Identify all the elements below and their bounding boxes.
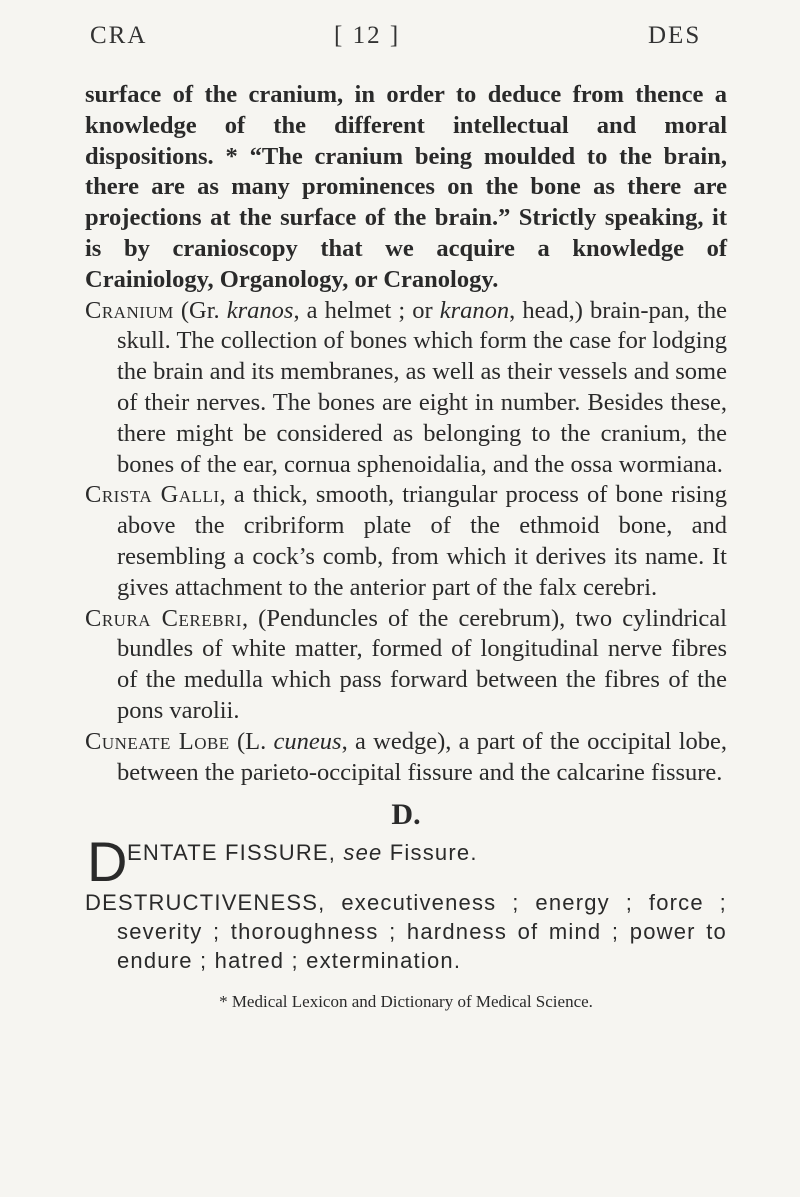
entry-dentate-fissure [85,830,727,894]
entry-cranium [85,296,727,481]
entry-destructiveness [85,888,727,975]
entry-definition: , executiveness ; energy ; force ; severity ; thoroughness ; hardness of mind ; power to endure ; hatred ; extermination. [117,890,727,974]
page-body [85,80,727,1018]
entry-definition: , head,) brain-pan, the skull. The collection of bones which form the case for lodging the brain and its membranes, as well as their vessels and some of their nerves. The bones are eight in number. Besides these, there might be considered as belonging to the cranium, the bones of the ear, cornua sphenoidalia, and the ossa wormiana. [117,296,727,478]
entry-headword: ENTATE FISSURE, [127,840,344,866]
entry-text: , a helmet ; or [293,296,440,324]
running-head-left: CRA [90,22,148,49]
section-letter: D. [391,798,421,832]
entry-definition: , a thick, smooth, triangular process of bone rising above the cribriform plate of the ethmoid bone, and resembling a cock’s comb, from which it derives its name. It gives attachment to the anterior part of the falx cerebri. [117,481,727,601]
entry-definition: , a wedge), a part of the occipital lobe, between the parieto-occipital fissure and the calcarine fissure. [117,727,728,786]
running-head-right: DES [648,22,702,49]
drop-cap: D [87,830,129,894]
running-head [90,22,710,62]
entry-definition: Fissure. [382,840,478,866]
continuation-paragraph: surface of the cranium, in order to deduce from thence a knowledge of the different intellectual and moral dispositions. * “The cranium being moulded to the brain, there are as many prominences on the bone as there are projections at the surface of the brain.” Strictly speaking, it is by cranioscopy that we acquire a knowledge of Crainiology, Organology, or Cranology. [85,81,727,293]
footnote: * Medical Lexicon and Dictionary of Medical Science. [219,992,593,1012]
entry-text: (L. [229,727,274,755]
greek-term: kranos [226,296,294,324]
latin-term: cuneus [273,727,342,755]
entry-crista-galli [85,480,727,603]
entry-text: (Gr. [173,296,227,324]
entry-headword: Crista Galli [85,481,220,509]
page-number: [ 12 ] [334,22,401,49]
entry-headword: DESTRUCTIVENESS [85,890,319,916]
entry-crura-cerebri [85,604,727,727]
entry-headword: Cuneate Lobe [85,727,230,755]
entry-headword: Cranium [85,296,174,324]
greek-term: kranon [439,296,510,324]
entry-definition: , (Penduncles of the cerebrum), two cylindrical bundles of white matter, formed of longitudinal nerve fibres of the medulla which pass forward between the fibres of the pons varolii. [117,604,727,724]
entry-headword: Crura Cerebri [85,604,242,632]
see-reference: see [343,840,383,866]
entry-cuneate-lobe [85,727,727,789]
